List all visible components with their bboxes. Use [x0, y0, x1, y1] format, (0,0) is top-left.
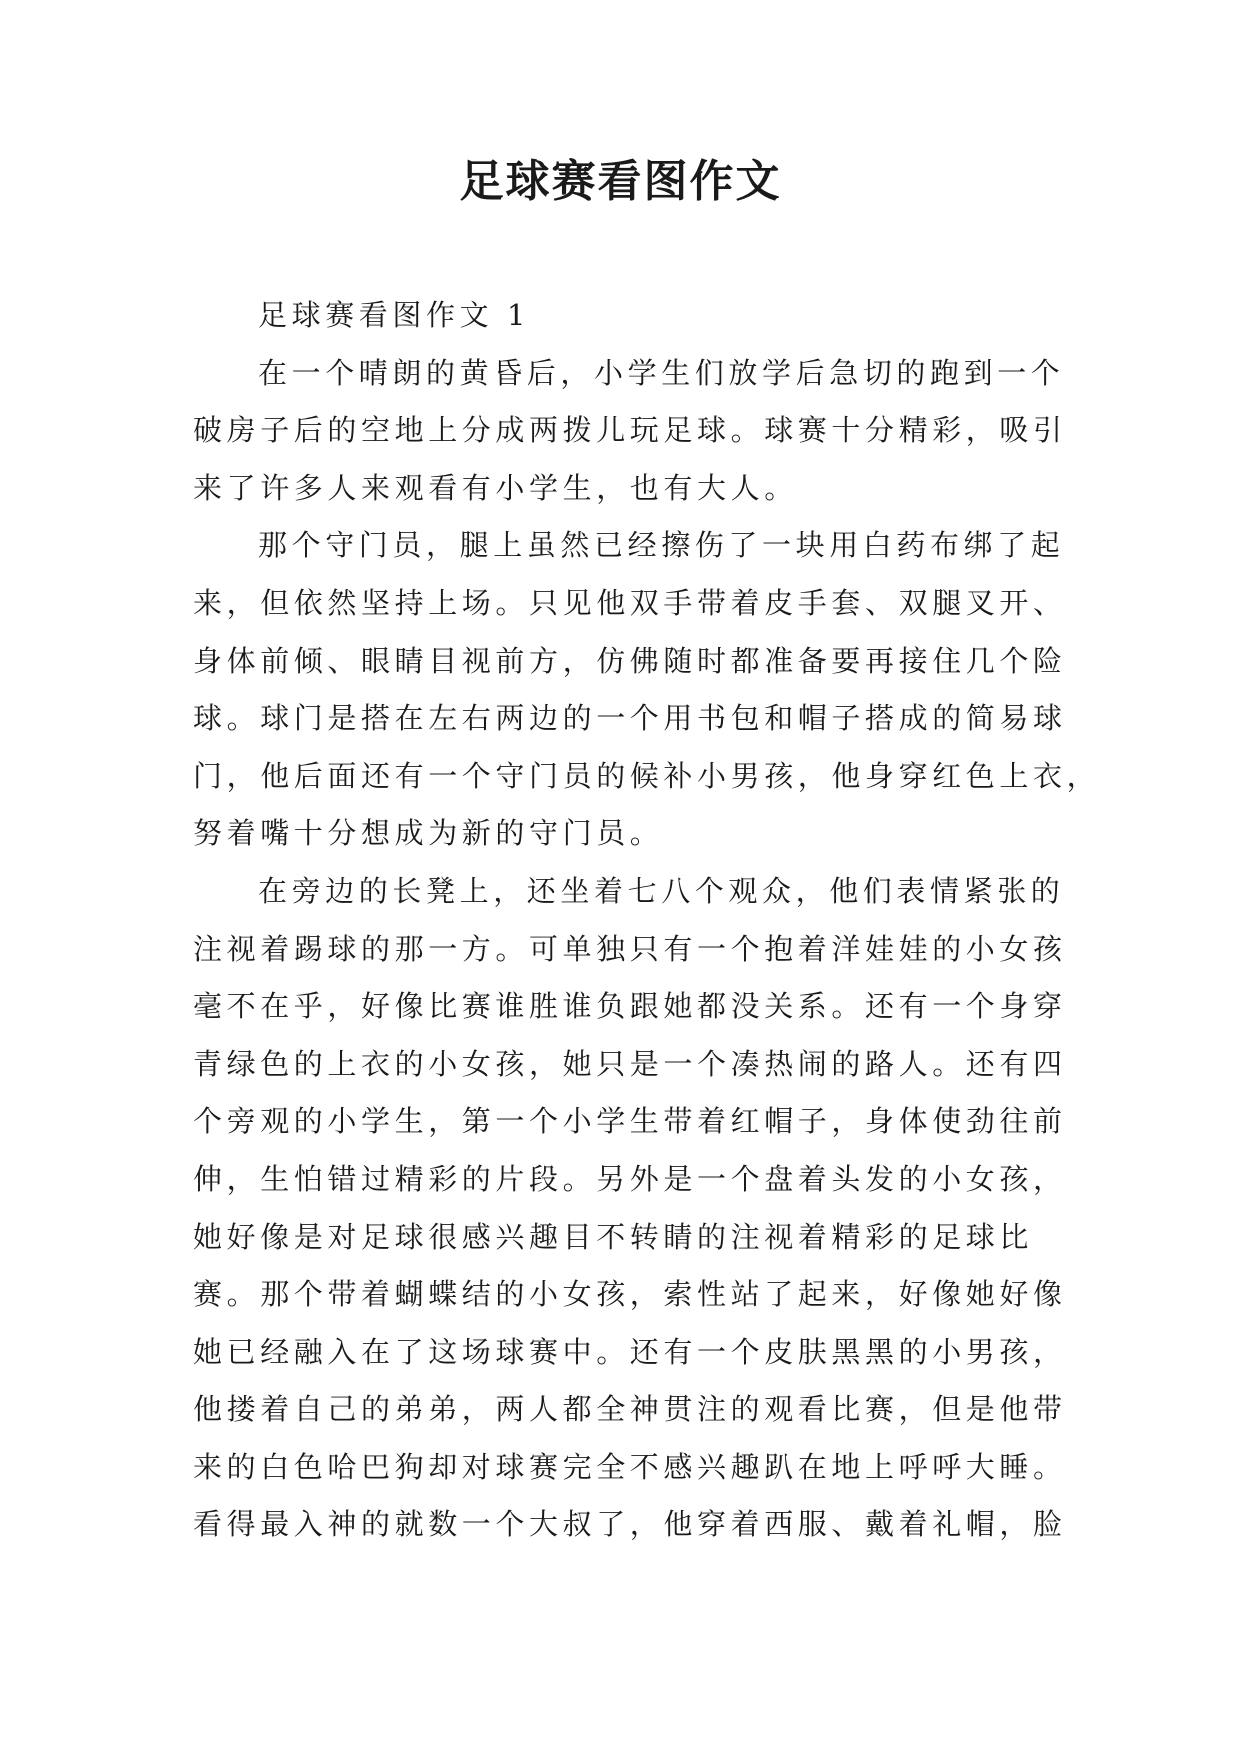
paragraph-line: 毫不在乎，好像比赛谁胜谁负跟她都没关系。还有一个身穿 — [193, 989, 1067, 1024]
document-title: 足球赛看图作文 — [459, 156, 782, 207]
paragraph-line: 伸，生怕错过精彩的片段。另外是一个盘着头发的小女孩， — [193, 1161, 1067, 1196]
paragraph-line: 来的白色哈巴狗却对球赛完全不感兴趣趴在地上呼呼大睡。 — [193, 1449, 1067, 1484]
paragraph-line: 赛。那个带着蝴蝶结的小女孩，索性站了起来，好像她好像 — [193, 1277, 1067, 1312]
paragraph-line: 青绿色的上衣的小女孩，她只是一个凑热闹的路人。还有四 — [193, 1046, 1067, 1081]
paragraph-line: 注视着踢球的那一方。可单独只有一个抱着洋娃娃的小女孩 — [193, 931, 1067, 966]
paragraph-line: 来了许多人来观看有小学生，也有大人。 — [193, 470, 798, 505]
paragraph-line: 破房子后的空地上分成两拨儿玩足球。球赛十分精彩，吸引 — [193, 413, 1067, 448]
paragraph-line: 那个守门员，腿上虽然已经擦伤了一块用白药布绑了起 — [258, 528, 1065, 563]
paragraph-line: 她已经融入在了这场球赛中。还有一个皮肤黑黑的小男孩， — [193, 1334, 1067, 1369]
paragraph-line: 努着嘴十分想成为新的守门员。 — [193, 816, 664, 851]
document-body — [193, 287, 1101, 1554]
paragraph-line: 他搂着自己的弟弟，两人都全神贯注的观看比赛，但是他带 — [193, 1392, 1067, 1427]
paragraph-line: 个旁观的小学生，第一个小学生带着红帽子，身体使劲往前 — [193, 1104, 1067, 1139]
paragraph-line: 球。球门是搭在左右两边的一个用书包和帽子搭成的简易球 — [193, 701, 1067, 736]
paragraph-line: 来，但依然坚持上场。只见他双手带着皮手套、双腿叉开、 — [193, 585, 1067, 620]
paragraph-line: 她好像是对足球很感兴趣目不转睛的注视着精彩的足球比 — [193, 1219, 1034, 1254]
paragraph-line: 身体前倾、眼睛目视前方，仿佛随时都准备要再接住几个险 — [193, 643, 1067, 678]
paragraph-line: 看得最入神的就数一个大叔了，他穿着西服、戴着礼帽，脸 — [193, 1507, 1067, 1542]
paragraph-line: 在一个晴朗的黄昏后，小学生们放学后急切的跑到一个 — [258, 355, 1065, 390]
paragraph-line: 门，他后面还有一个守门员的候补小男孩，他身穿红色上衣， — [193, 758, 1101, 793]
section-heading: 足球赛看图作文 1 — [258, 298, 531, 332]
paragraph-line: 在旁边的长凳上，还坐着七八个观众，他们表情紧张的 — [258, 873, 1065, 908]
